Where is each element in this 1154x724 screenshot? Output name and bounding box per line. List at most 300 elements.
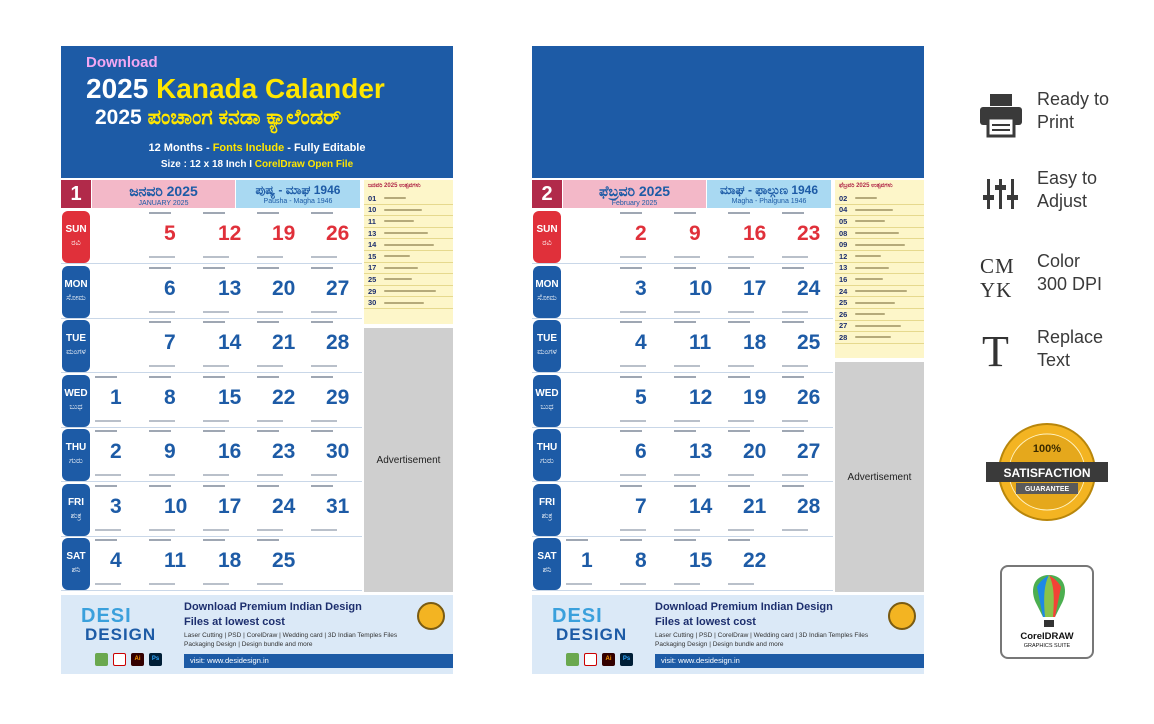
holiday-text-line (384, 209, 422, 211)
date-number: 18 (218, 549, 242, 572)
illustrator-icon: Ai (602, 653, 615, 666)
date-cell (200, 537, 254, 591)
holiday-date: 25 (839, 298, 848, 308)
date-number: 13 (689, 440, 713, 463)
promo-line-4: Packaging Design | Design bundle and more (655, 641, 784, 648)
holiday-row (835, 321, 924, 333)
holiday-text-line (855, 220, 885, 222)
date-number: 25 (797, 331, 821, 354)
illustrator-icon: Ai (131, 653, 144, 666)
date-cell (146, 374, 200, 428)
date-number: 3 (635, 276, 647, 300)
holiday-date: 26 (839, 309, 848, 319)
date-cell (92, 428, 146, 482)
month-tithi: ಮಾಘ - ಫಾಲ್ಗುಣ 1946 Magha - Phalguna 1946 (707, 180, 831, 208)
date-cell (563, 483, 617, 537)
holiday-row (364, 228, 453, 240)
date-number: 10 (164, 494, 188, 518)
date-cell (146, 265, 200, 319)
date-cell (779, 537, 833, 591)
visit-link[interactable]: visit: www.desidesign.in (184, 654, 453, 668)
holiday-text-line (384, 290, 436, 292)
weekday-kn: ಮಂಗಳ (537, 347, 557, 356)
date-cell (200, 483, 254, 537)
date-number: 12 (218, 222, 242, 245)
week-row-mon (532, 265, 833, 319)
date-number: 17 (218, 494, 242, 518)
date-number: 12 (689, 385, 713, 409)
holiday-row (835, 216, 924, 228)
date-cell (254, 265, 308, 319)
date-cell (725, 319, 779, 373)
weekday-en: FRI (538, 496, 556, 508)
date-cell (617, 537, 671, 591)
holiday-text-line (855, 232, 899, 234)
coreldraw-suite: GRAPHICS SUITE (1023, 643, 1071, 649)
badge-sub: GUARANTEE (1024, 486, 1070, 493)
january-calendar-sheet (61, 46, 453, 674)
holiday-list (835, 180, 924, 358)
holiday-text-line (855, 244, 905, 246)
date-number: 26 (797, 385, 821, 409)
photoshop-icon: Ps (620, 653, 633, 666)
date-number: 27 (797, 440, 821, 463)
feature-color-300-dpi (978, 250, 1138, 300)
date-cell (200, 374, 254, 428)
holiday-row (364, 251, 453, 263)
weekday-label (62, 211, 90, 263)
acrobat-icon (113, 653, 126, 666)
desi-logo-bottom: DESIGN (556, 625, 628, 644)
title-banner (61, 46, 453, 178)
holiday-row (364, 297, 453, 309)
promo-line-3: Laser Cutting | PSD | CorelDraw | Wedding card | 3D Indian Temples Files (184, 632, 398, 639)
holiday-row (835, 228, 924, 240)
date-cell (308, 537, 362, 591)
date-cell (779, 319, 833, 373)
feature-ready-to-print (978, 88, 1138, 138)
date-cell (617, 428, 671, 482)
date-number: 22 (272, 385, 296, 409)
holiday-date: 27 (839, 321, 848, 331)
weekday-kn: ಸೋಮ (66, 292, 86, 302)
date-cell (308, 319, 362, 373)
date-cell (671, 319, 725, 373)
holiday-row (364, 216, 453, 228)
date-number: 29 (326, 385, 350, 409)
date-cell (779, 210, 833, 264)
coreldraw-name: CorelDRAW (1020, 631, 1074, 642)
week-row-sun (61, 210, 362, 264)
weekday-label (62, 320, 90, 372)
weekday-kn: ಶನಿ (542, 565, 552, 574)
holiday-row (364, 263, 453, 275)
holiday-row (835, 309, 924, 321)
week-row-wed (61, 374, 362, 428)
holiday-list-title: ಜನವರಿ 2025 ಉತ್ಸವಗಳು (368, 183, 421, 189)
date-number: 2 (635, 222, 647, 245)
week-row-thu (61, 428, 362, 482)
holiday-date: 15 (368, 251, 377, 261)
date-number: 24 (272, 494, 296, 518)
promo-footer (61, 595, 453, 674)
feature-text: Replace Text (1037, 327, 1104, 370)
holiday-date: 10 (368, 205, 377, 215)
holiday-row (364, 286, 453, 298)
date-cell (200, 428, 254, 482)
month-tithi: ಪುಷ್ಯ - ಮಾಘ 1946 Pausha - Magha 1946 (236, 180, 360, 208)
date-cell (92, 210, 146, 264)
date-number: 8 (164, 385, 176, 409)
holiday-text-line (384, 302, 424, 304)
date-number: 4 (110, 549, 122, 572)
date-number: 5 (164, 222, 176, 245)
holiday-text-line (384, 197, 406, 199)
date-cell (254, 537, 308, 591)
sliders-icon (978, 171, 1024, 217)
photoshop-icon: Ps (149, 653, 162, 666)
promo-line-1: Download Premium Indian Design (184, 601, 362, 613)
date-cell (671, 428, 725, 482)
date-cell (308, 265, 362, 319)
holiday-text-line (384, 232, 428, 234)
holiday-text-line (384, 244, 434, 246)
holiday-text-line (855, 290, 907, 292)
date-cell (146, 428, 200, 482)
date-number: 5 (635, 385, 647, 409)
holiday-row (835, 205, 924, 217)
weekday-en: FRI (67, 496, 85, 508)
holiday-row (364, 193, 453, 205)
holiday-date: 14 (368, 240, 377, 250)
date-cell (308, 428, 362, 482)
weekday-label (62, 429, 90, 481)
week-row-fri (532, 483, 833, 537)
holiday-row (835, 193, 924, 205)
weekday-en: THU (536, 442, 558, 453)
promo-line-2: Files at lowest cost (655, 616, 756, 628)
holiday-list-title: ಫೆಬ್ರವರಿ 2025 ಉತ್ಸವಗಳು (839, 183, 893, 189)
desi-logo-bottom: DESIGN (85, 625, 157, 644)
date-number: 16 (218, 440, 242, 463)
date-cell (617, 210, 671, 264)
date-cell (671, 483, 725, 537)
feature-text: Ready to Print (1037, 89, 1110, 132)
date-cell (146, 210, 200, 264)
date-number: 30 (326, 440, 350, 463)
weekday-label (533, 211, 561, 263)
holiday-text-line (855, 325, 901, 327)
weekday-label (62, 375, 90, 427)
weekday-en: WED (535, 387, 559, 399)
weekday-kn: ಸೋಮ (537, 292, 557, 302)
banner-size-line: Size : 12 x 18 Inch I CorelDraw Open File (160, 159, 354, 170)
weekday-en: TUE (537, 333, 557, 344)
date-number: 31 (326, 494, 350, 518)
date-cell (779, 483, 833, 537)
promo-line-3: Laser Cutting | PSD | CorelDraw | Wedding card | 3D Indian Temples Files (655, 632, 869, 639)
date-cell (725, 210, 779, 264)
weekday-en: SUN (65, 224, 87, 235)
date-cell (92, 319, 146, 373)
holiday-row (364, 274, 453, 286)
date-cell (254, 483, 308, 537)
feature-text: Color 300 DPI (1037, 251, 1103, 294)
date-number: 21 (743, 494, 767, 518)
date-cell (617, 374, 671, 428)
february-calendar-sheet (532, 46, 924, 674)
weekday-label (62, 266, 90, 318)
banner-subtitle: 2025 ಪಂಚಾಂಗ ಕನಡಾ ಕ್ಯಾಲೆಂಡರ್ (95, 106, 342, 129)
desi-logo-top: DESI (81, 605, 132, 627)
week-row-wed (532, 374, 833, 428)
date-number: 25 (272, 549, 296, 572)
date-cell (254, 428, 308, 482)
banner-features-line: 12 Months - Fonts Include - Fully Editable (148, 142, 366, 154)
coreldraw-small-icon (95, 653, 108, 666)
coreldraw-logo (1000, 565, 1094, 659)
month-number: 1 (61, 180, 91, 208)
balloon-icon (1027, 573, 1071, 629)
weekday-label (533, 375, 561, 427)
holiday-list (364, 180, 453, 324)
holiday-date: 17 (368, 263, 377, 273)
advertisement-box: Advertisement (835, 362, 924, 592)
weekday-kn: ಗುರು (69, 456, 83, 465)
date-cell (563, 428, 617, 482)
month-number: 2 (532, 180, 562, 208)
week-row-sat (532, 537, 833, 591)
date-number: 1 (581, 549, 593, 572)
holiday-date: 25 (368, 274, 377, 284)
holiday-date: 09 (839, 240, 848, 250)
satisfaction-guarantee-badge (986, 420, 1108, 524)
date-number: 23 (272, 440, 296, 463)
holiday-row (835, 286, 924, 298)
date-cell (200, 265, 254, 319)
holiday-text-line (855, 255, 881, 257)
date-number: 15 (689, 549, 713, 572)
holiday-row (364, 205, 453, 217)
holiday-text-line (384, 220, 414, 222)
date-number: 19 (272, 222, 296, 245)
text-icon: T (982, 327, 1009, 376)
weekday-kn: ರವಿ (542, 238, 552, 247)
weekday-label (533, 538, 561, 590)
weekday-en: MON (64, 278, 88, 290)
feature-replace-text (978, 326, 1138, 376)
promo-line-1: Download Premium Indian Design (655, 601, 833, 613)
date-number: 6 (635, 440, 647, 463)
date-cell (779, 265, 833, 319)
holiday-text-line (855, 267, 889, 269)
weekday-en: MON (535, 278, 559, 290)
cmyk-icon: CM YK (980, 254, 1015, 302)
acrobat-icon (584, 653, 597, 666)
holiday-date: 11 (368, 216, 376, 226)
date-cell (617, 319, 671, 373)
date-number: 10 (689, 276, 713, 300)
feature-easy-to-adjust (978, 167, 1138, 217)
week-row-sun (532, 210, 833, 264)
date-number: 26 (326, 222, 350, 245)
holiday-date: 05 (839, 216, 848, 226)
date-number: 28 (326, 331, 350, 354)
weekday-kn: ರವಿ (71, 238, 81, 247)
holiday-date: 08 (839, 228, 848, 238)
date-cell (725, 537, 779, 591)
date-cell (92, 374, 146, 428)
date-cell (617, 265, 671, 319)
holiday-date: 29 (368, 286, 377, 296)
holiday-row (835, 263, 924, 275)
week-row-sat (61, 537, 362, 591)
weekday-en: THU (65, 442, 87, 453)
date-number: 16 (743, 222, 767, 245)
week-row-tue (61, 319, 362, 373)
badge-percent: 100% (1032, 443, 1062, 455)
date-cell (563, 265, 617, 319)
date-cell (254, 210, 308, 264)
date-number: 20 (743, 440, 767, 463)
date-number: 15 (218, 385, 242, 409)
month-name: ಫೆಬ್ರವರಿ 2025 February 2025 (563, 180, 706, 208)
date-number: 19 (743, 385, 767, 409)
month-name: ಜನವರಿ 2025 JANUARY 2025 (92, 180, 235, 208)
promo-line-2: Files at lowest cost (184, 616, 285, 628)
date-cell (254, 319, 308, 373)
weekday-kn: ಬುಧ (69, 401, 83, 411)
date-cell (92, 537, 146, 591)
date-number: 9 (689, 222, 701, 245)
week-row-thu (532, 428, 833, 482)
advertisement-box: Advertisement (364, 328, 453, 592)
date-number: 2 (110, 440, 122, 463)
date-cell (200, 319, 254, 373)
banner-title: 2025 Kanada Calander (86, 73, 385, 104)
visit-link[interactable]: visit: www.desidesign.in (655, 654, 924, 668)
weekday-label (533, 266, 561, 318)
guarantee-seal-icon (417, 602, 445, 630)
holiday-text-line (384, 278, 412, 280)
date-cell (146, 319, 200, 373)
weekday-label (533, 484, 561, 536)
date-number: 11 (164, 549, 187, 572)
date-number: 14 (689, 494, 713, 518)
date-number: 21 (272, 331, 296, 354)
date-cell (725, 265, 779, 319)
holiday-text-line (855, 278, 883, 280)
date-number: 1 (110, 385, 122, 409)
guarantee-seal-icon (888, 602, 916, 630)
weekday-label (533, 320, 561, 372)
date-cell (779, 374, 833, 428)
holiday-date: 13 (839, 263, 848, 273)
date-number: 17 (743, 276, 767, 300)
weekday-en: TUE (66, 333, 86, 344)
date-cell (92, 483, 146, 537)
date-cell (725, 483, 779, 537)
date-cell (563, 319, 617, 373)
desi-logo-top: DESI (552, 605, 603, 627)
date-number: 11 (689, 331, 712, 354)
holiday-date: 16 (839, 274, 848, 284)
date-number: 20 (272, 276, 296, 300)
date-number: 14 (218, 331, 242, 354)
date-cell (308, 374, 362, 428)
date-cell (146, 537, 200, 591)
blank-banner (532, 46, 924, 178)
date-cell (779, 428, 833, 482)
weekday-en: SAT (66, 551, 86, 562)
date-number: 18 (743, 331, 767, 354)
holiday-date: 01 (368, 193, 377, 203)
promo-line-4: Packaging Design | Design bundle and more (184, 641, 313, 648)
date-cell (671, 374, 725, 428)
holiday-text-line (384, 267, 418, 269)
coreldraw-small-icon (566, 653, 579, 666)
holiday-date: 28 (839, 332, 848, 342)
weekday-label (62, 538, 90, 590)
date-number: 22 (743, 549, 767, 572)
download-label: Download (86, 54, 158, 71)
date-cell (563, 537, 617, 591)
badge-main: SATISFACTION (1003, 466, 1091, 480)
weekday-en: SUN (536, 224, 558, 235)
weekday-en: WED (64, 387, 88, 399)
date-number: 13 (218, 276, 242, 300)
weekday-kn: ಶನಿ (71, 565, 81, 574)
holiday-row (835, 274, 924, 286)
date-cell (200, 210, 254, 264)
date-number: 6 (164, 276, 176, 300)
holiday-row (835, 239, 924, 251)
holiday-row (835, 332, 924, 344)
weekday-kn: ಶುಕ್ರ (541, 510, 553, 520)
date-cell (308, 210, 362, 264)
holiday-row (364, 239, 453, 251)
date-cell (671, 537, 725, 591)
holiday-date: 30 (368, 298, 377, 308)
date-number: 7 (164, 331, 176, 354)
date-cell (617, 483, 671, 537)
promo-footer (532, 595, 924, 674)
date-number: 27 (326, 276, 350, 300)
weekday-kn: ಶುಕ್ರ (70, 510, 82, 520)
holiday-text-line (855, 336, 891, 338)
holiday-text-line (855, 209, 893, 211)
holiday-text-line (855, 197, 877, 199)
week-row-fri (61, 483, 362, 537)
date-cell (671, 210, 725, 264)
holiday-date: 24 (839, 286, 848, 296)
date-number: 3 (110, 494, 122, 518)
date-number: 23 (797, 222, 821, 245)
date-cell (725, 428, 779, 482)
weekday-en: SAT (537, 551, 557, 562)
weekday-label (533, 429, 561, 481)
date-cell (146, 483, 200, 537)
date-cell (563, 374, 617, 428)
holiday-date: 13 (368, 228, 377, 238)
date-cell (671, 265, 725, 319)
holiday-row (835, 297, 924, 309)
holiday-text-line (855, 313, 885, 315)
holiday-date: 12 (839, 251, 848, 261)
week-row-tue (532, 319, 833, 373)
date-number: 24 (797, 276, 821, 300)
feature-text: Easy to Adjust (1037, 168, 1098, 211)
